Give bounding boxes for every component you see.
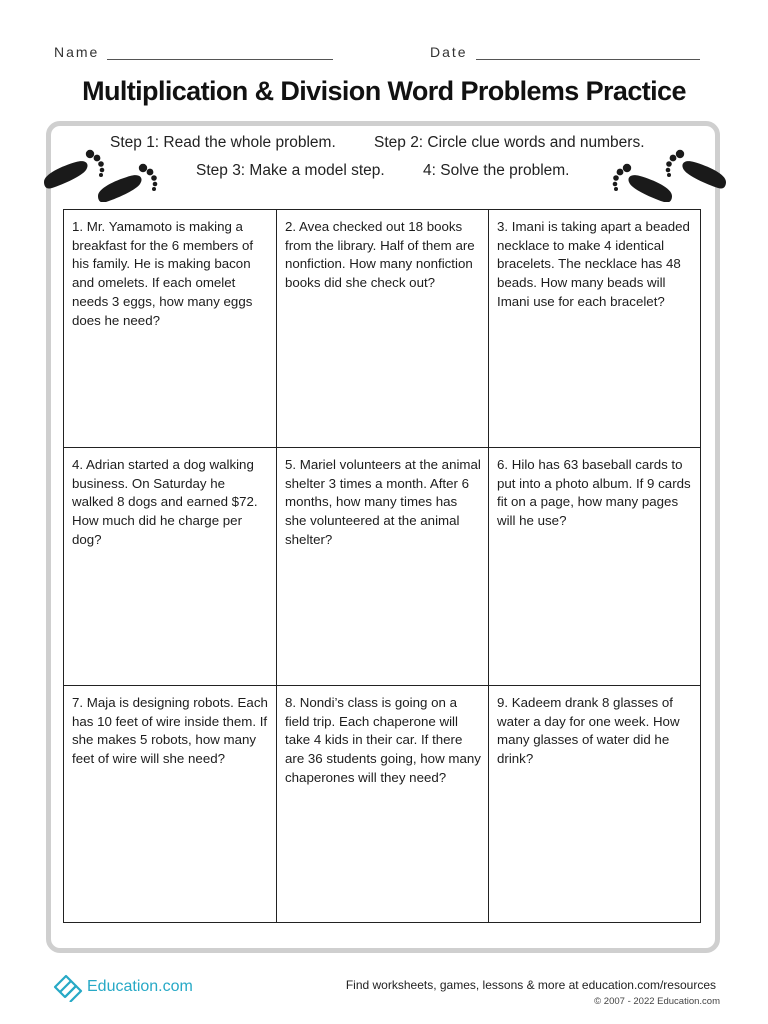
date-field: [430, 44, 700, 60]
step-3: Step 3: Make a model step.: [196, 162, 385, 179]
problem-cell-2[interactable]: 2. Avea checked out 18 books from the library. Half of them are nonfiction. How many nonfiction books did she check out?: [277, 210, 489, 448]
logo-text: Education.com: [87, 978, 193, 995]
problem-cell-8[interactable]: 8. Nondi’s class is going on a field trip. Each chaperone will take 4 kids in their car. If there are 36 students going, how many chaperones will they need?: [277, 686, 489, 922]
problem-cell-4[interactable]: 4. Adrian started a dog walking business. On Saturday he walked 8 dogs and earned $72. How much did he charge per dog?: [64, 448, 277, 686]
problem-grid: [63, 209, 701, 923]
name-line[interactable]: [107, 45, 333, 60]
footprints-icon: [612, 144, 728, 202]
problem-cell-9[interactable]: 9. Kadeem drank 8 glasses of water a day for one week. How many glasses of water did he drink?: [497, 695, 680, 767]
name-label: Name: [54, 44, 100, 60]
name-field: [54, 44, 333, 60]
date-line[interactable]: [476, 45, 700, 60]
problem-cell-3[interactable]: 3. Imani is taking apart a beaded necklace to make 4 identical bracelets. The necklace has 48 beads. How many beads will Imani use for each bracelet?: [489, 210, 700, 448]
problem-cell-7[interactable]: 7. Maja is designing robots. Each has 10 feet of wire inside them. If she makes 5 robots, how many feet of wire will she need?: [64, 686, 277, 922]
problem-cell-5[interactable]: 5. Mariel volunteers at the animal shelter 3 times a month. After 6 months, how many times has she volunteered at the animal shelter?: [277, 448, 489, 686]
date-label: Date: [430, 44, 468, 60]
step-4: 4: Solve the problem.: [423, 162, 570, 179]
step-2: Step 2: Circle clue words and numbers.: [374, 134, 645, 151]
copyright-text: © 2007 - 2022 Education.com: [594, 996, 720, 1007]
page-title: Multiplication & Division Word Problems Practice: [82, 76, 686, 106]
step-1: Step 1: Read the whole problem.: [110, 134, 336, 151]
education-logo-icon: [52, 972, 84, 1002]
name-date-row: [54, 44, 704, 64]
footer-resources-link[interactable]: Find worksheets, games, lessons & more at education.com/resources: [345, 978, 716, 992]
education-logo[interactable]: [52, 972, 193, 1002]
problem-cell-1[interactable]: 1. Mr. Yamamoto is making a breakfast for the 6 members of his family. He is making bacon and omelets. If each omelet needs 3 eggs, how many eggs does he need?: [64, 210, 277, 448]
problem-cell-6[interactable]: 6. Hilo has 63 baseball cards to put into a photo album. If 9 cards fit on a page, how many pages will he use?: [489, 448, 700, 686]
footprints-icon: [42, 144, 158, 202]
